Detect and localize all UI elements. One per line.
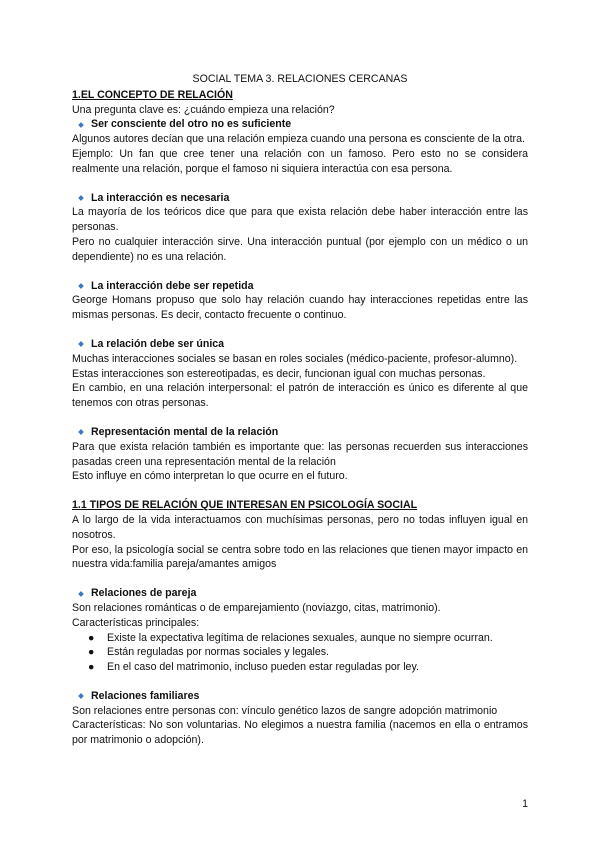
subheading-consciente	[72, 117, 528, 132]
subheading-label: La interacción es necesaria	[91, 191, 230, 204]
diamond-bullet-icon	[78, 429, 84, 435]
subheading-label: Representación mental de la relación	[91, 425, 279, 438]
diamond-bullet-icon	[78, 693, 84, 699]
paragraph: Son relaciones románticas o de emparejamiento (noviazgo, citas, matrimonio).	[72, 601, 441, 614]
bullet-dot-icon: ●	[88, 661, 95, 674]
diamond-bullet-icon	[78, 342, 84, 348]
list-item: ● Existe la expectativa legítima de relaciones sexuales, aunque no siempre ocurran.	[88, 631, 493, 644]
paragraph: Ejemplo: Un fan que cree tener una relación con un famoso. Pero esto no se considera realmente una relación, porque el famoso ni siquiera interactúa con esa persona.	[72, 147, 528, 175]
paragraph: Características: No son voluntarias. No elegimos a nuestra familia (nacemos en ella o entramos por matrimonio o adopción).	[72, 719, 528, 747]
characteristics-list	[72, 631, 528, 675]
subheading-label: Relaciones de pareja	[91, 587, 197, 600]
subheading-interaccion-repetida	[72, 279, 528, 294]
diamond-bullet-icon	[78, 591, 84, 597]
paragraph: A lo largo de la vida interactuamos con muchísimas personas, pero no todas influyen igual en nosotros.	[72, 513, 528, 541]
subheading-representacion-mental	[72, 425, 528, 440]
subheading-label: Ser consciente del otro no es suficiente	[91, 118, 292, 131]
subheading-interaccion-necesaria	[72, 191, 528, 206]
subheading-label: La relación debe ser única	[91, 337, 225, 350]
paragraph: Pero no cualquier interacción sirve. Una interacción puntual (por ejemplo con un médico o un dependiente) no es una relación.	[72, 235, 528, 263]
section-heading-tipos: 1.1 TIPOS DE RELACIÓN QUE INTERESAN EN PSICOLOGÍA SOCIAL	[72, 499, 418, 512]
paragraph: George Homans propuso que solo hay relación cuando hay interacciones repetidas entre las mismas personas. Es decir, contacto frecuente o continuo.	[72, 294, 528, 322]
bullet-dot-icon: ●	[88, 646, 95, 659]
section-intro: Una pregunta clave es: ¿cuándo empieza una relación?	[72, 103, 335, 116]
list-item: ● Están reguladas por normas sociales y legales.	[88, 646, 329, 659]
subheading-pareja	[72, 586, 528, 601]
paragraph: Por eso, la psicología social se centra sobre todo en las relaciones que tienen mayor impacto en nuestra vida:familia pareja/amantes amigos	[72, 543, 528, 571]
paragraph: Son relaciones entre personas con: vínculo genético lazos de sangre adopción matrimonio	[72, 704, 498, 717]
paragraph: Para que exista relación también es importante que: las personas recuerden sus interacciones pasadas creen una representación mental de la relación	[72, 440, 528, 468]
paragraph: Muchas interacciones sociales se basan en roles sociales (médico-paciente, profesor-alumno).	[72, 352, 518, 365]
diamond-bullet-icon	[78, 195, 84, 201]
paragraph: Esto influye en cómo interpretan lo que ocurre en el futuro.	[72, 470, 348, 483]
paragraph: Estas interacciones son estereotipadas, es decir, funcionan igual con muchas personas.	[72, 367, 486, 380]
bullet-dot-icon: ●	[88, 631, 95, 644]
subheading-label: La interacción debe ser repetida	[91, 279, 254, 292]
document-title: SOCIAL TEMA 3. RELACIONES CERCANAS	[192, 73, 408, 85]
page-number: 1	[522, 798, 528, 810]
paragraph: En cambio, en una relación interpersonal: el patrón de interacción es único es diferente al que tenemos con otras personas.	[72, 382, 528, 410]
subheading-label: Relaciones familiares	[91, 689, 200, 702]
paragraph: Algunos autores decían que una relación empieza cuando una persona es consciente de la otra.	[72, 133, 525, 146]
paragraph: La mayoría de los teóricos dice que para que exista relación debe haber interacción entre las personas.	[72, 206, 528, 234]
subheading-familiares	[72, 689, 528, 704]
paragraph: Características principales:	[72, 616, 200, 629]
diamond-bullet-icon	[78, 122, 84, 128]
list-item: ● En el caso del matrimonio, incluso pueden estar reguladas por ley.	[88, 661, 419, 674]
page-content	[72, 72, 528, 748]
section-heading-concepto: 1.EL CONCEPTO DE RELACIÓN	[72, 88, 233, 101]
diamond-bullet-icon	[78, 283, 84, 289]
subheading-relacion-unica	[72, 337, 528, 352]
